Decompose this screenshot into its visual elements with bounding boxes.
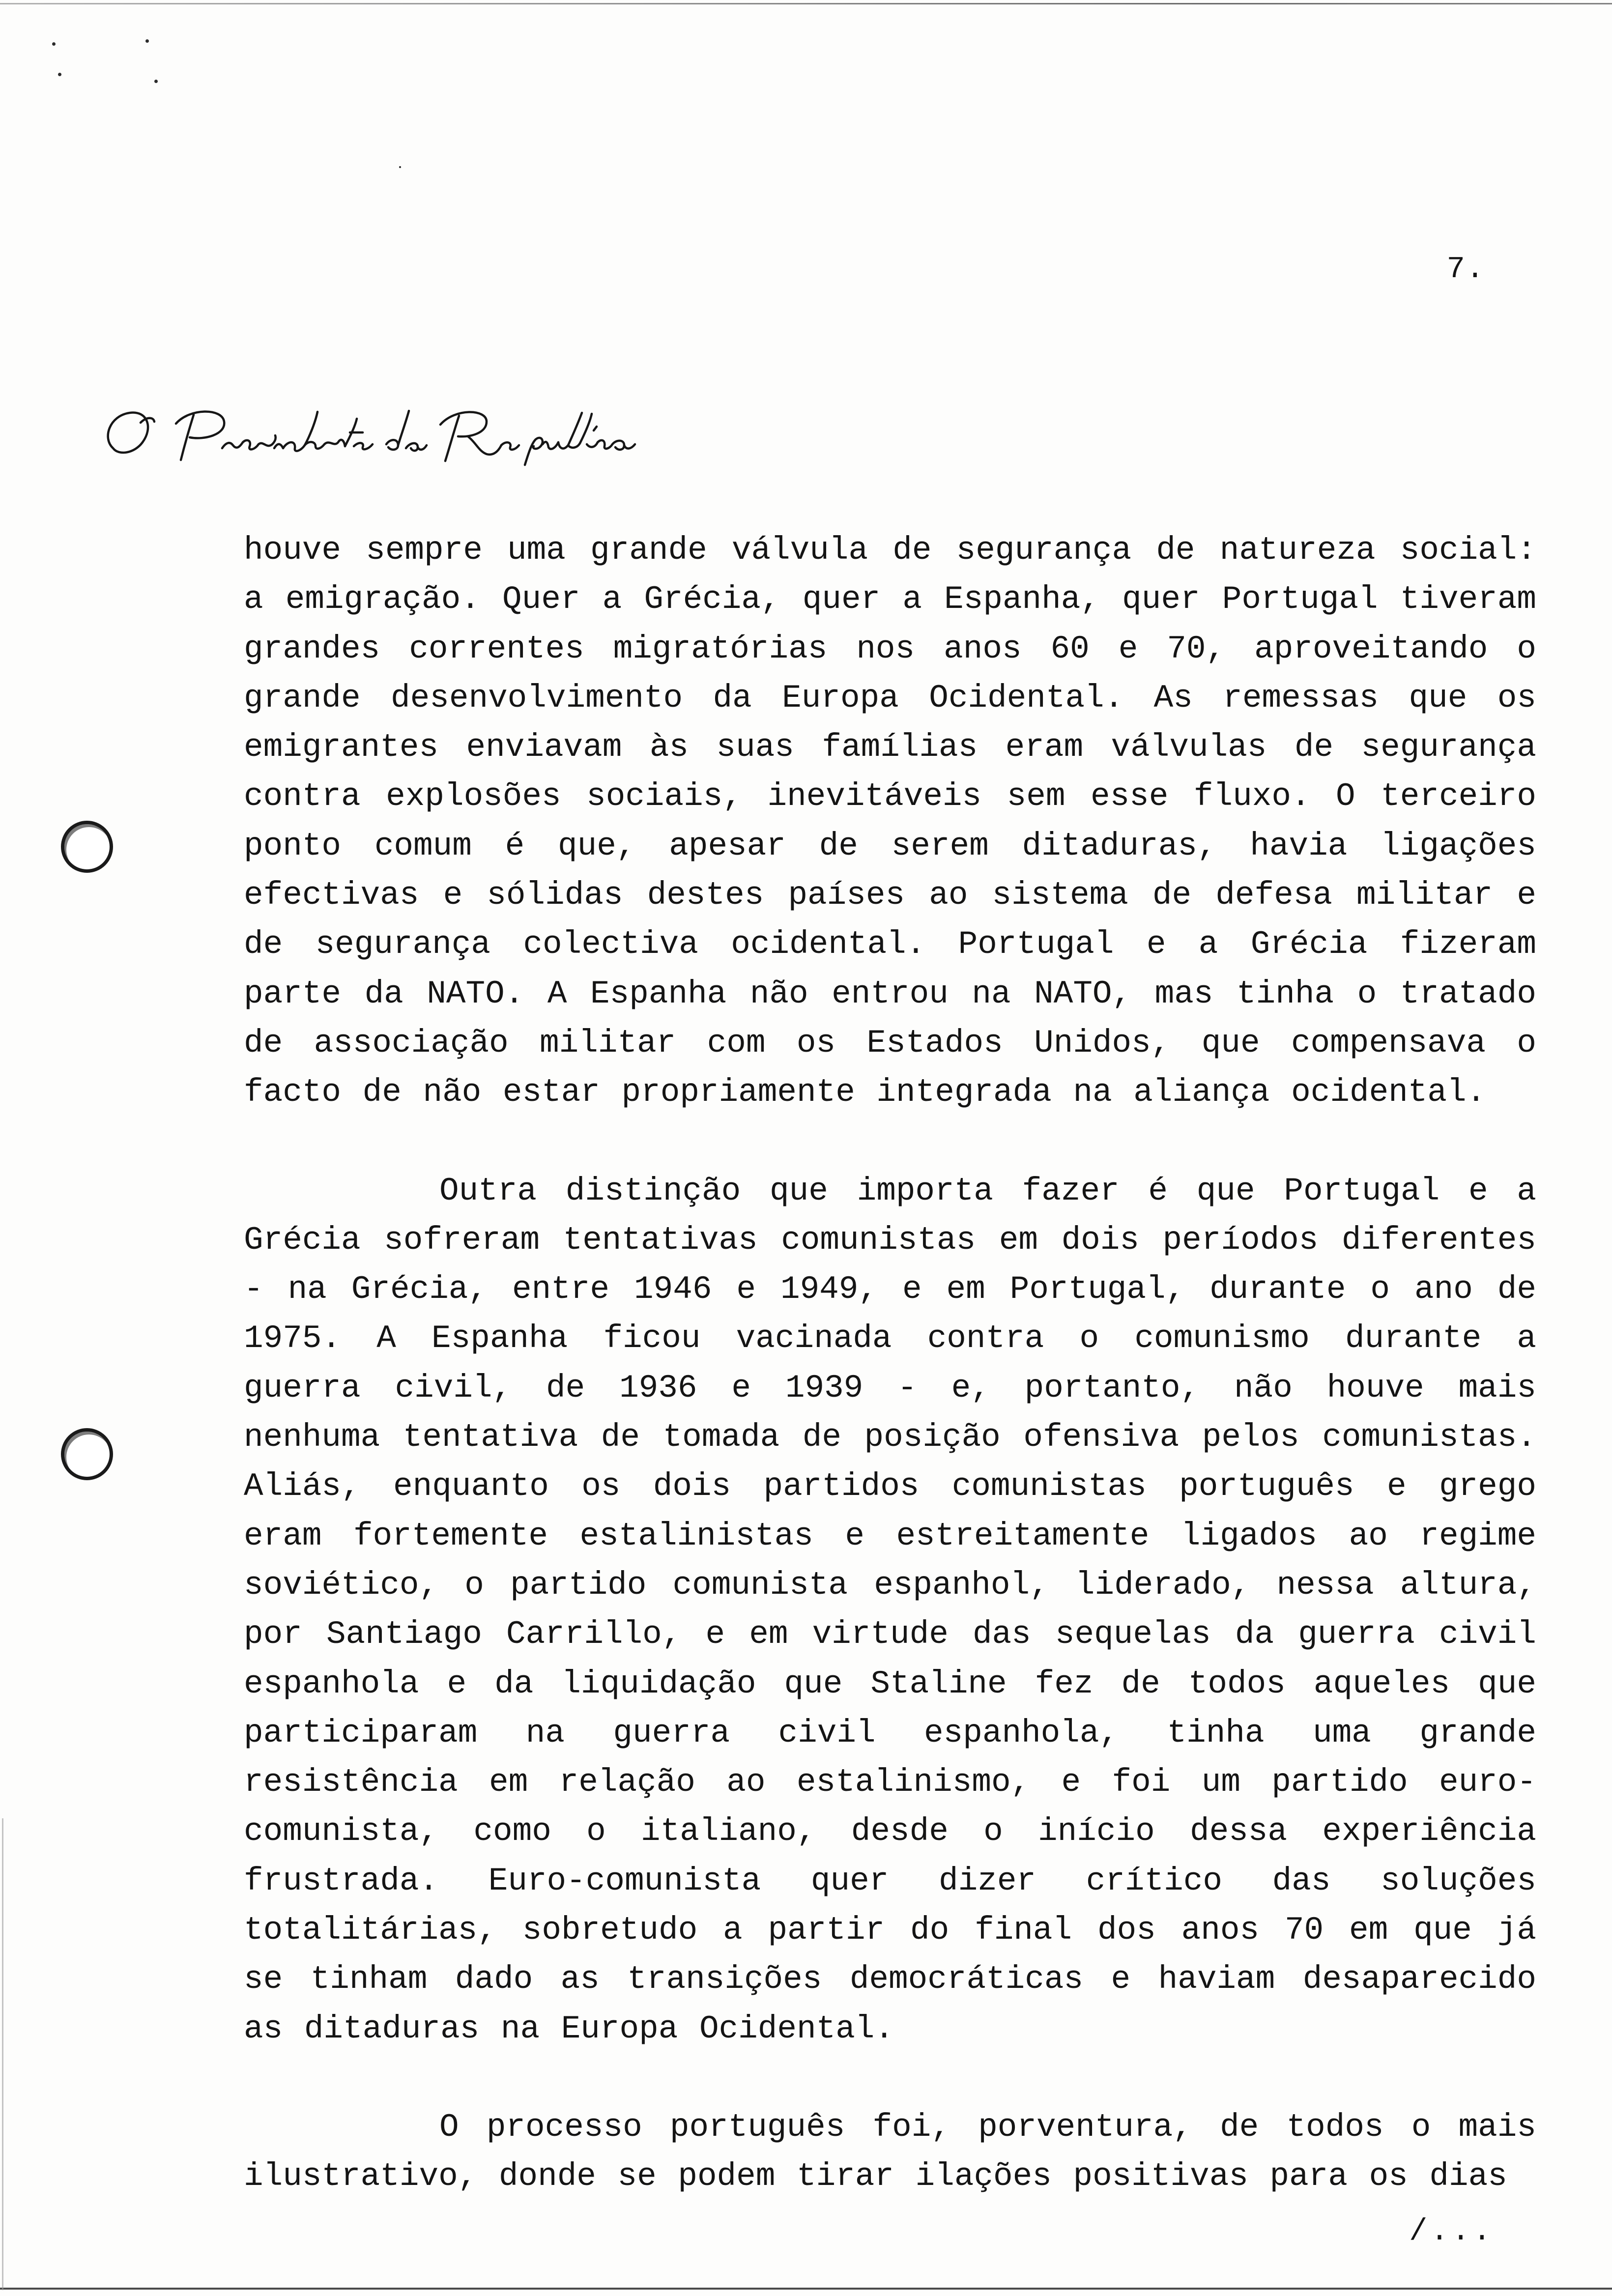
scan-speck (58, 73, 61, 76)
paragraph-spacing (244, 1118, 1536, 1167)
page-number: 7. (1446, 252, 1485, 287)
paragraph-2: Outra distinção que importa fazer é que Portugal e a Grécia sofreram tentativas comunistas em dois períodos diferentes - na Grécia, entre 1946 e 1949, e em Portugal, durante o ano de 1975. A Espanha ficou vacinada contra o comunismo durante a guerra civil, de 1936 e 1939 - e, portanto, não houve mais nenhuma tentativa de tomada de posição ofensiva pelos comunistas. Aliás, enquanto os dois partidos comunistas português e grego eram fortemente estalinistas e estreitamente ligados ao regime soviético, o partido comunista espanhol, liderado, nessa altura, por Santiago Carrillo, e em virtude das sequelas da guerra civil espanhola e da liquidação que Staline fez de todos aqueles que participaram na guerra civil espanhola, tinha uma grande resistência em relação ao estalinismo, e foi um partido euro-comunista, como o italiano, desde o início dessa experiência frustrada. Euro-comunista quer dizer crítico das soluções totalitárias, sobretudo a partir do final dos anos 70 em que já se tinham dado as transições democráticas e haviam desaparecido as ditaduras na Europa Ocidental. (244, 1172, 1536, 2047)
paragraph-3: O processo português foi, porventura, de todos o mais ilustrativo, donde se podem tirar ilações positivas para os dias (244, 2108, 1536, 2195)
continuation-mark: /... (1409, 2214, 1494, 2249)
scan-speck (399, 166, 401, 168)
punch-hole-lower (61, 1428, 113, 1480)
letterhead-signature (93, 393, 713, 477)
document-body (244, 526, 1536, 2202)
scan-speck (52, 42, 56, 46)
punch-hole-upper (61, 821, 113, 873)
scan-speck (154, 80, 158, 83)
scan-edge-left (2, 1818, 3, 2290)
paragraph-1: houve sempre uma grande válvula de segurança de natureza social: a emigração. Quer a Grécia, quer a Espanha, quer Portugal tiveram grandes correntes migratórias nos anos 60 e 70, aproveitando o grande desenvolvimento da Europa Ocidental. As remessas que os emigrantes enviavam às suas famílias eram válvulas de segurança contra explosões sociais, inevitáveis sem esse fluxo. O terceiro ponto comum é que, apesar de serem ditaduras, havia ligações efectivas e sólidas destes países ao sistema de defesa militar e de segurança colectiva ocidental. Portugal e a Grécia fizeram parte da NATO. A Espanha não entrou na NATO, mas tinha o tratado de associação militar com os Estados Unidos, que compensava o facto de não estar propriamente integrada na aliança ocidental. (244, 532, 1536, 1111)
scan-speck (145, 39, 149, 43)
scan-edge-top (0, 3, 1612, 4)
scan-edge-bottom (0, 2288, 1612, 2290)
paragraph-spacing (244, 2054, 1536, 2103)
